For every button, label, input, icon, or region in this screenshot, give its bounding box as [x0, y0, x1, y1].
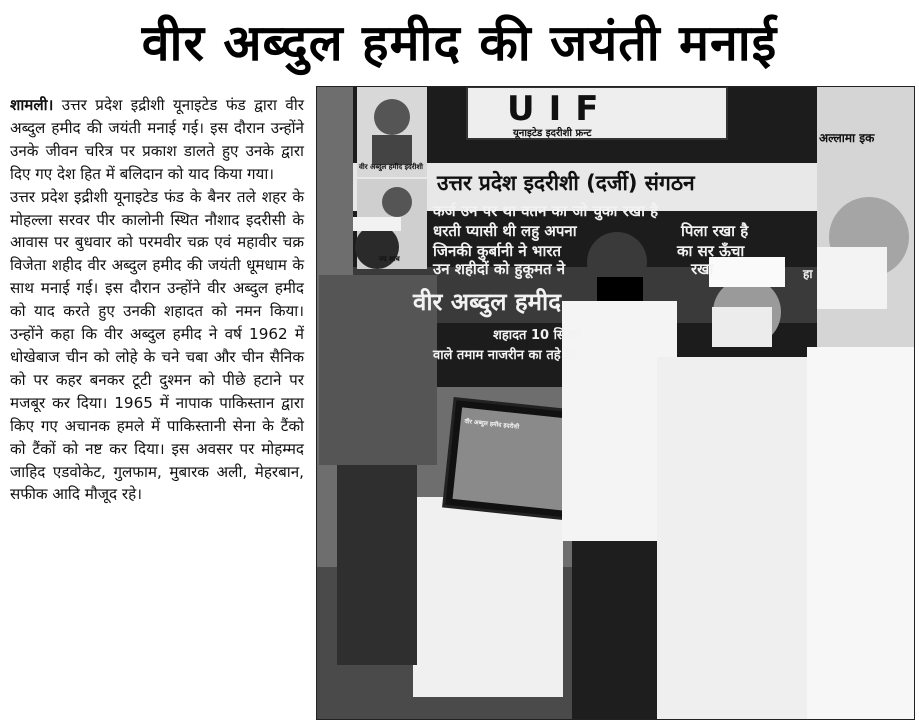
- article-paragraph-2: उत्तर प्रदेश इद्रीशी यूनाइटेड फंड के बैनर तले शहर के मोहल्ला सरवर पीर कालोनी स्थित नौशाद इदरीसी के आवास पर बुधवार को परमवीर चक्र एवं महावीर चक्र विजेता शहीद वीर अब्दुल हमीद की जयंती धूमधाम के साथ मनाई गई। इस दौरान उन्होंने वीर अब्दुल हमीद को याद करते हुए उनकी शहादत को नमन किया। उन्होंने कहा कि वीर अब्दुल हमीद ने वर्ष 1962 में धोखेबाज चीन को लोहे के चने चबा और चीन सैनिक को पर कहर बनकर टूटी दुश्मन को पीछे हटाने पर मजबूर कर दिया। 1965 में नापाक पाकिस्तान द्वारा किए गए अचानक हमले में पाकिस्तानी सेना के टैंको को टैंकों को नष्ट कर दिया। इस अवसर पर मोहम्मद जाहिद एडवोकेट, गुलफाम, मुबारक अली, मेहरबान, सफीक आदि मौजूद रहे।: [10, 187, 304, 504]
- table: [413, 497, 563, 697]
- right-poster-text: अल्लामा इक: [819, 131, 875, 145]
- person-4-mask: [817, 247, 887, 309]
- person-2-mask: [597, 277, 643, 301]
- person-3-mask: [712, 307, 772, 347]
- left-portrait-2-caption: ज्द साब: [379, 255, 400, 263]
- banner-org-title: उत्तर प्रदेश इदरीशी (दर्जी) संगठन: [437, 171, 695, 195]
- right-poster-2-text: हा: [803, 267, 813, 281]
- dateline: शामली।: [10, 96, 54, 114]
- left-portrait-head: [374, 99, 410, 135]
- person-2-trousers: [572, 541, 662, 720]
- banner-verse-1: कर्ज उन पर था वतन का जो चुका रखा है: [433, 202, 659, 220]
- news-photo: [316, 86, 915, 720]
- banner-name: वीर अब्दुल हमीद: [413, 288, 561, 316]
- banner-verse-2: धरती प्यासी थी लहु अपना: [433, 222, 577, 240]
- banner-verse-4: उन शहीदों को हुकूमत ने: [433, 260, 566, 278]
- person-4-kurta: [807, 347, 915, 720]
- banner-logo: UIF: [507, 89, 613, 129]
- banner-verse-2-end: पिला रखा है: [681, 222, 749, 240]
- person-1-cap: [353, 217, 401, 231]
- banner-verse-4-end: रखा: [691, 260, 714, 278]
- article-lead-text: उत्तर प्रदेश इद्रीशी यूनाइटेड फंड द्वारा वीर अब्दुल हमीद की जयंती मनाई गई। इस दौरान उन्होंने उनके जीवन चरित्र पर प्रकाश डालते हुए उनके द्वारा दिए गए देश हित में बलिदान को याद किया गया।: [10, 96, 304, 183]
- left-portrait-2-head: [382, 187, 412, 217]
- banner-footer: वाले तमाम नाजरीन का तहे दि: [433, 348, 576, 363]
- left-portrait-caption: वीर अब्दुल हमीद इदरीशी: [359, 163, 423, 171]
- banner-martyrdom: शहादत 10 सितम: [493, 328, 581, 343]
- framed-photo-caption: वीर अब्दुल हमीद इदरीशी: [464, 417, 520, 431]
- person-1-trousers: [337, 465, 417, 665]
- person-3-kurta: [657, 357, 827, 720]
- banner-logo-subtitle: यूनाइटेड इदरीशी फ्रन्ट: [513, 128, 592, 139]
- person-3-cap: [709, 257, 785, 287]
- article-body: [10, 94, 304, 506]
- article-paragraph-1: [10, 94, 304, 186]
- banner-verse-3: जिनकी कुर्बानी ने भारत: [433, 242, 562, 260]
- banner-verse-3-end: का सर ऊँचा: [677, 242, 745, 260]
- left-portrait-body: [372, 135, 412, 165]
- headline: वीर अब्दुल हमीद की जयंती मनाई: [141, 14, 778, 72]
